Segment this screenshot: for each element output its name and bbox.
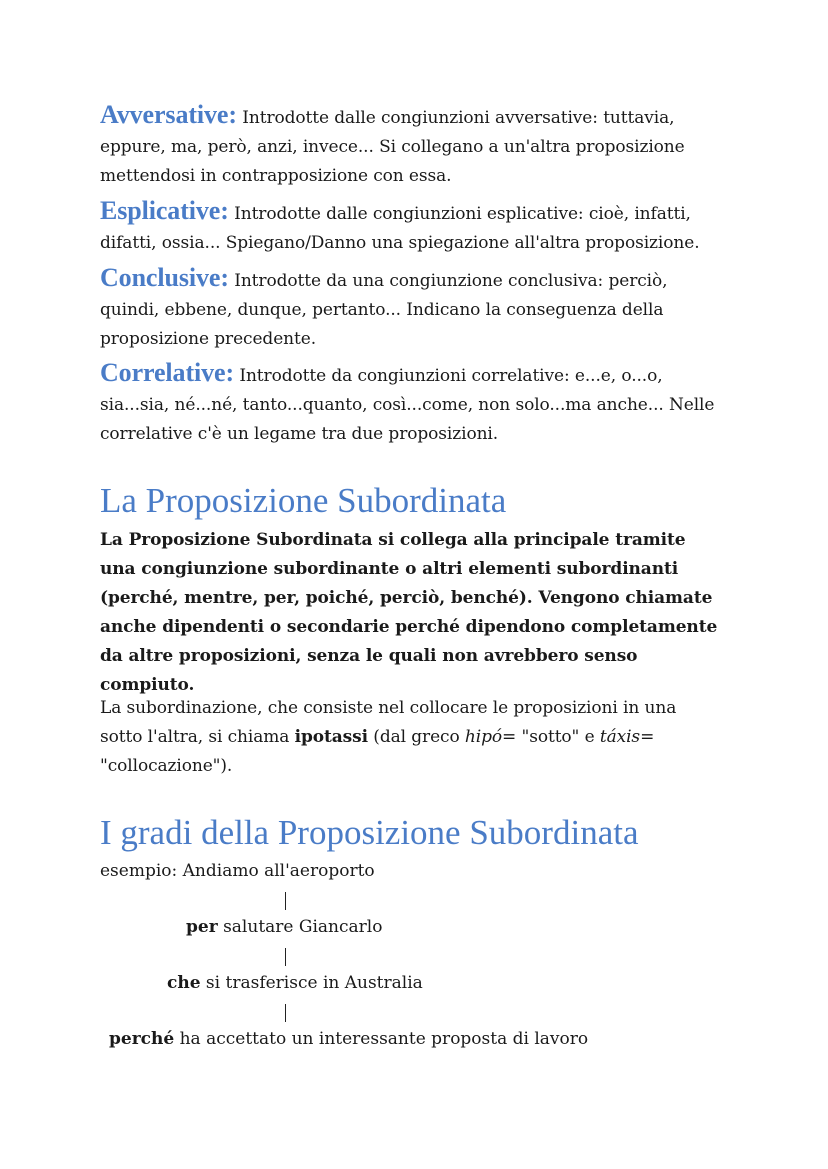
subordinate-line-1 [186,913,382,942]
definition-text: Introdotte dalle congiunzioni esplicative: cioè, infatti, difatti, ossia... Spiegano/Danno una spiegazione all'altra proposizione. [100,204,700,253]
p2-text: (dal greco [367,727,465,747]
subordinate-line-2 [167,969,423,998]
definition-text: Introdotte da congiunzioni correlative: e...e, o...o, sia...sia, né...né, tanto...quanto, così...come, non solo...ma anche... Nelle correlative c'è un legame tra due proposizioni. [100,366,715,444]
term-avversative: Avversative: [100,100,237,129]
term-esplicative: Esplicative: [100,196,229,225]
clause-text: ha accettato un interessante proposta di lavoro [174,1029,589,1049]
subordinate-line-3 [109,1025,588,1054]
connector-line [285,948,286,966]
term-conclusive: Conclusive: [100,263,229,292]
clause-text: si trasferisce in Australia [200,973,423,993]
definition-text: Introdotte da una congiunzione conclusiva: perciò, quindi, ebbene, dunque, pertanto... Indicano la conseguenza della proposizione precedente. [100,271,668,349]
p2-text: = "sotto" e [502,727,600,747]
term-correlative: Correlative: [100,358,235,387]
definition-text: Introdotte dalle congiunzioni avversative: tuttavia, eppure, ma, però, anzi, invece... Si collegano a un'altra proposizione mettendosi in contrapposizione con essa. [100,108,685,186]
definition-conclusive [100,263,720,354]
definition-avversative [100,100,720,191]
definition-esplicative [100,196,720,258]
example-line: esempio: Andiamo all'aeroporto [100,861,375,881]
conjunction: per [186,917,218,937]
heading-subordinata: La Proposizione Subordinata [100,481,507,520]
connector-line [285,1004,286,1022]
ipotassi-term: ipotassi [294,727,368,747]
greek-taxis: táxis [599,727,641,747]
p2-text: = "collocazione"). [100,727,655,776]
heading-gradi: I gradi della Proposizione Subordinata [100,813,639,852]
definition-correlative [100,358,720,449]
subordinata-bold-paragraph: La Proposizione Subordinata si collega alla principale tramite una congiunzione subordinante o altri elementi subordinanti (perché, mentre, per, poiché, perciò, benché). Vengono chiamate anche dipendenti o secondarie perché dipendono completamente da altre proposizioni, senza le quali non avrebbero senso compiuto. [100,530,718,695]
conjunction: che [167,973,201,993]
clause-text: salutare Giancarlo [217,917,383,937]
p2-text: La subordinazione, che consiste nel collocare le proposizioni in una sotto l'altra, si chiama [100,698,677,747]
ipotassi-paragraph [100,694,720,781]
greek-hipo: hipó [464,727,503,747]
connector-line [285,892,286,910]
conjunction: perché [109,1029,175,1049]
